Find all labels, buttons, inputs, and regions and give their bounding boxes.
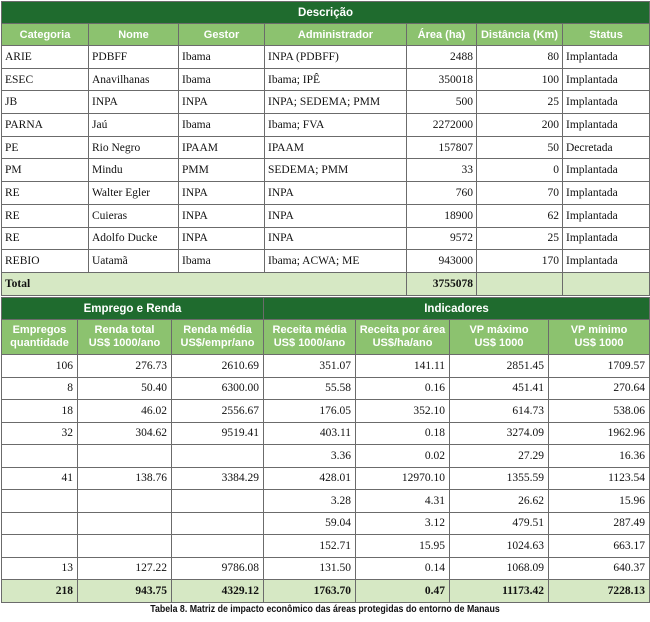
impacto-cell: 50.40 — [78, 377, 172, 400]
descricao-row — [2, 182, 650, 205]
impacto-col-header-line: Empregos — [12, 324, 67, 336]
impacto-cell: 16.36 — [549, 445, 650, 468]
descricao-cell: 33 — [407, 159, 477, 182]
descricao-row — [2, 159, 650, 182]
impacto-col-header-line: US$ 1000/ano — [88, 337, 161, 349]
impacto-cell: 1068.09 — [450, 557, 549, 580]
impacto-cell — [2, 512, 78, 535]
descricao-cell: RE — [2, 182, 89, 205]
impacto-cell: 55.58 — [264, 377, 356, 400]
descricao-cell: 18900 — [407, 204, 477, 227]
descricao-cell: 2488 — [407, 46, 477, 69]
impacto-cell: 640.37 — [549, 557, 650, 580]
descricao-cell: Implantada — [563, 250, 650, 273]
descricao-cell: 350018 — [407, 68, 477, 91]
descricao-cell: Jaú — [89, 114, 179, 137]
impacto-cell: 176.05 — [264, 400, 356, 423]
impacto-row — [2, 490, 650, 513]
impacto-cell: 9786.08 — [172, 557, 264, 580]
descricao-cell: INPA — [179, 182, 265, 205]
descricao-row — [2, 250, 650, 273]
impacto-cell: 4.31 — [356, 490, 450, 513]
impacto-col-header-line: Renda média — [183, 324, 252, 336]
impacto-header-row — [2, 320, 650, 355]
impacto-cell: 141.11 — [356, 355, 450, 378]
impacto-col-header — [450, 320, 549, 355]
impacto-cell: 0.14 — [356, 557, 450, 580]
descricao-cell: Decretada — [563, 136, 650, 159]
descricao-row — [2, 227, 650, 250]
descricao-cell: INPA — [179, 227, 265, 250]
impacto-cell: 270.64 — [549, 377, 650, 400]
impacto-cell: 1962.96 — [549, 422, 650, 445]
descricao-cell: Implantada — [563, 114, 650, 137]
descricao-col-header: Status — [563, 24, 650, 46]
impacto-table — [1, 297, 650, 603]
impacto-cell: 403.11 — [264, 422, 356, 445]
impacto-cell: 351.07 — [264, 355, 356, 378]
descricao-col-header: Distância (Km) — [477, 24, 563, 46]
impacto-cell: 131.50 — [264, 557, 356, 580]
impacto-col-header-line: US$ 1000 — [474, 337, 524, 349]
descricao-row — [2, 46, 650, 69]
impacto-row — [2, 535, 650, 558]
descricao-cell: IPAAM — [265, 136, 407, 159]
impacto-cell: 276.73 — [78, 355, 172, 378]
descricao-cell: PDBFF — [89, 46, 179, 69]
impacto-cell: 0.16 — [356, 377, 450, 400]
descricao-col-header: Nome — [89, 24, 179, 46]
indicadores-title: Indicadores — [264, 298, 650, 320]
impacto-col-header — [356, 320, 450, 355]
impacto-row — [2, 355, 650, 378]
descricao-cell: 170 — [477, 250, 563, 273]
total-empty-cell — [477, 272, 563, 295]
impacto-cell: 15.96 — [549, 490, 650, 513]
impacto-cell: 26.62 — [450, 490, 549, 513]
impacto-cell — [2, 490, 78, 513]
impacto-row — [2, 467, 650, 490]
descricao-cell: 25 — [477, 227, 563, 250]
descricao-cell: Ibama — [179, 250, 265, 273]
impacto-cell: 614.73 — [450, 400, 549, 423]
descricao-cell: Ibama — [179, 46, 265, 69]
impacto-cell: 138.76 — [78, 467, 172, 490]
descricao-cell: Ibama — [179, 114, 265, 137]
descricao-row — [2, 68, 650, 91]
descricao-row — [2, 204, 650, 227]
descricao-col-header: Administrador — [265, 24, 407, 46]
impacto-cell — [78, 512, 172, 535]
impacto-col-header-line: US$/empr/ano — [180, 337, 255, 349]
descricao-cell: ESEC — [2, 68, 89, 91]
descricao-col-header: Área (ha) — [407, 24, 477, 46]
total-label: Total — [2, 272, 407, 295]
descricao-cell: 2272000 — [407, 114, 477, 137]
descricao-cell: Mindu — [89, 159, 179, 182]
impacto-cell: 59.04 — [264, 512, 356, 535]
impacto-row — [2, 377, 650, 400]
impacto-cell: 2851.45 — [450, 355, 549, 378]
descricao-cell: Ibama — [179, 68, 265, 91]
descricao-col-header: Gestor — [179, 24, 265, 46]
impacto-cell: 152.71 — [264, 535, 356, 558]
impacto-col-header-line: US$ 1000 — [574, 337, 624, 349]
descricao-cell: RE — [2, 227, 89, 250]
descricao-cell: 0 — [477, 159, 563, 182]
descricao-cell: INPA — [179, 91, 265, 114]
impacto-row — [2, 400, 650, 423]
descricao-row — [2, 114, 650, 137]
impacto-col-header — [172, 320, 264, 355]
descricao-cell: Rio Negro — [89, 136, 179, 159]
impacto-cell: 352.10 — [356, 400, 450, 423]
impacto-cell — [172, 490, 264, 513]
descricao-cell: PMM — [179, 159, 265, 182]
descricao-cell: JB — [2, 91, 89, 114]
impacto-total-row — [2, 580, 650, 603]
impacto-cell: 13 — [2, 557, 78, 580]
descricao-cell: Implantada — [563, 182, 650, 205]
descricao-cell: Cuieras — [89, 204, 179, 227]
impacto-col-header — [264, 320, 356, 355]
impacto-total-cell: 0.47 — [356, 580, 450, 603]
impacto-cell: 2610.69 — [172, 355, 264, 378]
impacto-col-header-line: US$/ha/ano — [372, 337, 433, 349]
impacto-col-header — [78, 320, 172, 355]
impacto-col-header-line: US$ 1000/ano — [273, 337, 346, 349]
impacto-cell: 304.62 — [78, 422, 172, 445]
descricao-cell: INPA — [265, 227, 407, 250]
impacto-total-cell: 4329.12 — [172, 580, 264, 603]
total-area: 3755078 — [407, 272, 477, 295]
impacto-cell: 32 — [2, 422, 78, 445]
impacto-cell — [172, 445, 264, 468]
descricao-row — [2, 91, 650, 114]
impacto-total-cell: 943.75 — [78, 580, 172, 603]
descricao-cell: 100 — [477, 68, 563, 91]
descricao-cell: INPA; SEDEMA; PMM — [265, 91, 407, 114]
descricao-cell: INPA — [265, 204, 407, 227]
impacto-col-header-line: Receita média — [272, 324, 347, 336]
descricao-cell: 200 — [477, 114, 563, 137]
impacto-col-header — [2, 320, 78, 355]
descricao-cell: 70 — [477, 182, 563, 205]
impacto-cell: 428.01 — [264, 467, 356, 490]
impacto-row — [2, 512, 650, 535]
descricao-cell: 50 — [477, 136, 563, 159]
descricao-cell: 500 — [407, 91, 477, 114]
descricao-cell: Implantada — [563, 91, 650, 114]
impacto-cell: 18 — [2, 400, 78, 423]
descricao-cell: Anavilhanas — [89, 68, 179, 91]
descricao-header-row — [2, 24, 650, 46]
impacto-cell: 0.02 — [356, 445, 450, 468]
descricao-cell: 62 — [477, 204, 563, 227]
impacto-cell: 538.06 — [549, 400, 650, 423]
impacto-cell: 1709.57 — [549, 355, 650, 378]
descricao-row — [2, 136, 650, 159]
descricao-title: Descrição — [2, 2, 650, 24]
descricao-cell: IPAAM — [179, 136, 265, 159]
descricao-cell: Implantada — [563, 204, 650, 227]
impacto-cell: 6300.00 — [172, 377, 264, 400]
impacto-cell: 1355.59 — [450, 467, 549, 490]
descricao-cell: 157807 — [407, 136, 477, 159]
impacto-cell — [172, 535, 264, 558]
descricao-cell: Walter Egler — [89, 182, 179, 205]
impacto-cell: 663.17 — [549, 535, 650, 558]
descricao-cell: Implantada — [563, 159, 650, 182]
descricao-cell: Adolfo Ducke — [89, 227, 179, 250]
impacto-cell: 15.95 — [356, 535, 450, 558]
impacto-cell — [2, 535, 78, 558]
impacto-cell: 0.18 — [356, 422, 450, 445]
descricao-cell: 9572 — [407, 227, 477, 250]
impacto-col-header — [549, 320, 650, 355]
descricao-cell: 760 — [407, 182, 477, 205]
descricao-cell: PARNA — [2, 114, 89, 137]
impacto-total-cell: 1763.70 — [264, 580, 356, 603]
descricao-cell: PM — [2, 159, 89, 182]
impacto-cell: 41 — [2, 467, 78, 490]
emprego-renda-title: Emprego e Renda — [2, 298, 264, 320]
impacto-cell: 8 — [2, 377, 78, 400]
descricao-total-row — [2, 272, 650, 295]
descricao-cell: Uatamã — [89, 250, 179, 273]
impacto-col-header-line: VP máximo — [469, 324, 529, 336]
impacto-cell: 3.36 — [264, 445, 356, 468]
impacto-cell: 3.12 — [356, 512, 450, 535]
descricao-cell: ARIE — [2, 46, 89, 69]
descricao-cell: RE — [2, 204, 89, 227]
impacto-cell: 3384.29 — [172, 467, 264, 490]
descricao-cell: Implantada — [563, 227, 650, 250]
impacto-total-cell: 218 — [2, 580, 78, 603]
descricao-cell: Implantada — [563, 46, 650, 69]
impacto-cell: 287.49 — [549, 512, 650, 535]
impacto-cell — [78, 535, 172, 558]
impacto-cell: 2556.67 — [172, 400, 264, 423]
descricao-cell: INPA — [179, 204, 265, 227]
descricao-cell: INPA — [89, 91, 179, 114]
descricao-cell: 25 — [477, 91, 563, 114]
descricao-cell: INPA (PDBFF) — [265, 46, 407, 69]
impacto-row — [2, 422, 650, 445]
impacto-row — [2, 557, 650, 580]
descricao-cell: Ibama; FVA — [265, 114, 407, 137]
impacto-total-cell: 11173.42 — [450, 580, 549, 603]
impacto-col-header-line: quantidade — [10, 337, 69, 349]
table-caption: Tabela 8. Matriz de impacto econômico das áreas protegidas do entorno de Manaus — [150, 604, 500, 615]
descricao-cell: SEDEMA; PMM — [265, 159, 407, 182]
descricao-cell: Ibama; IPÊ — [265, 68, 407, 91]
impacto-cell: 127.22 — [78, 557, 172, 580]
impacto-cell: 3.28 — [264, 490, 356, 513]
descricao-cell: 943000 — [407, 250, 477, 273]
impacto-cell: 9519.41 — [172, 422, 264, 445]
descricao-cell: INPA — [265, 182, 407, 205]
descricao-cell: Ibama; ACWA; ME — [265, 250, 407, 273]
impacto-col-header-line: Receita por área — [359, 324, 446, 336]
impacto-cell — [172, 512, 264, 535]
impacto-cell — [78, 445, 172, 468]
impacto-cell: 12970.10 — [356, 467, 450, 490]
impacto-cell: 27.29 — [450, 445, 549, 468]
impacto-row — [2, 445, 650, 468]
descricao-cell: Implantada — [563, 68, 650, 91]
impacto-cell: 451.41 — [450, 377, 549, 400]
impacto-cell: 3274.09 — [450, 422, 549, 445]
impacto-cell: 479.51 — [450, 512, 549, 535]
total-empty-cell — [563, 272, 650, 295]
impacto-cell: 106 — [2, 355, 78, 378]
descricao-cell: REBIO — [2, 250, 89, 273]
impacto-cell — [2, 445, 78, 468]
impacto-total-cell: 7228.13 — [549, 580, 650, 603]
impacto-cell — [78, 490, 172, 513]
impacto-col-header-line: VP mínimo — [570, 324, 628, 336]
descricao-col-header: Categoria — [2, 24, 89, 46]
impacto-cell: 1024.63 — [450, 535, 549, 558]
impacto-cell: 46.02 — [78, 400, 172, 423]
descricao-cell: 80 — [477, 46, 563, 69]
impacto-cell: 1123.54 — [549, 467, 650, 490]
descricao-cell: PE — [2, 136, 89, 159]
descricao-table — [1, 1, 650, 296]
impacto-col-header-line: Renda total — [94, 324, 155, 336]
